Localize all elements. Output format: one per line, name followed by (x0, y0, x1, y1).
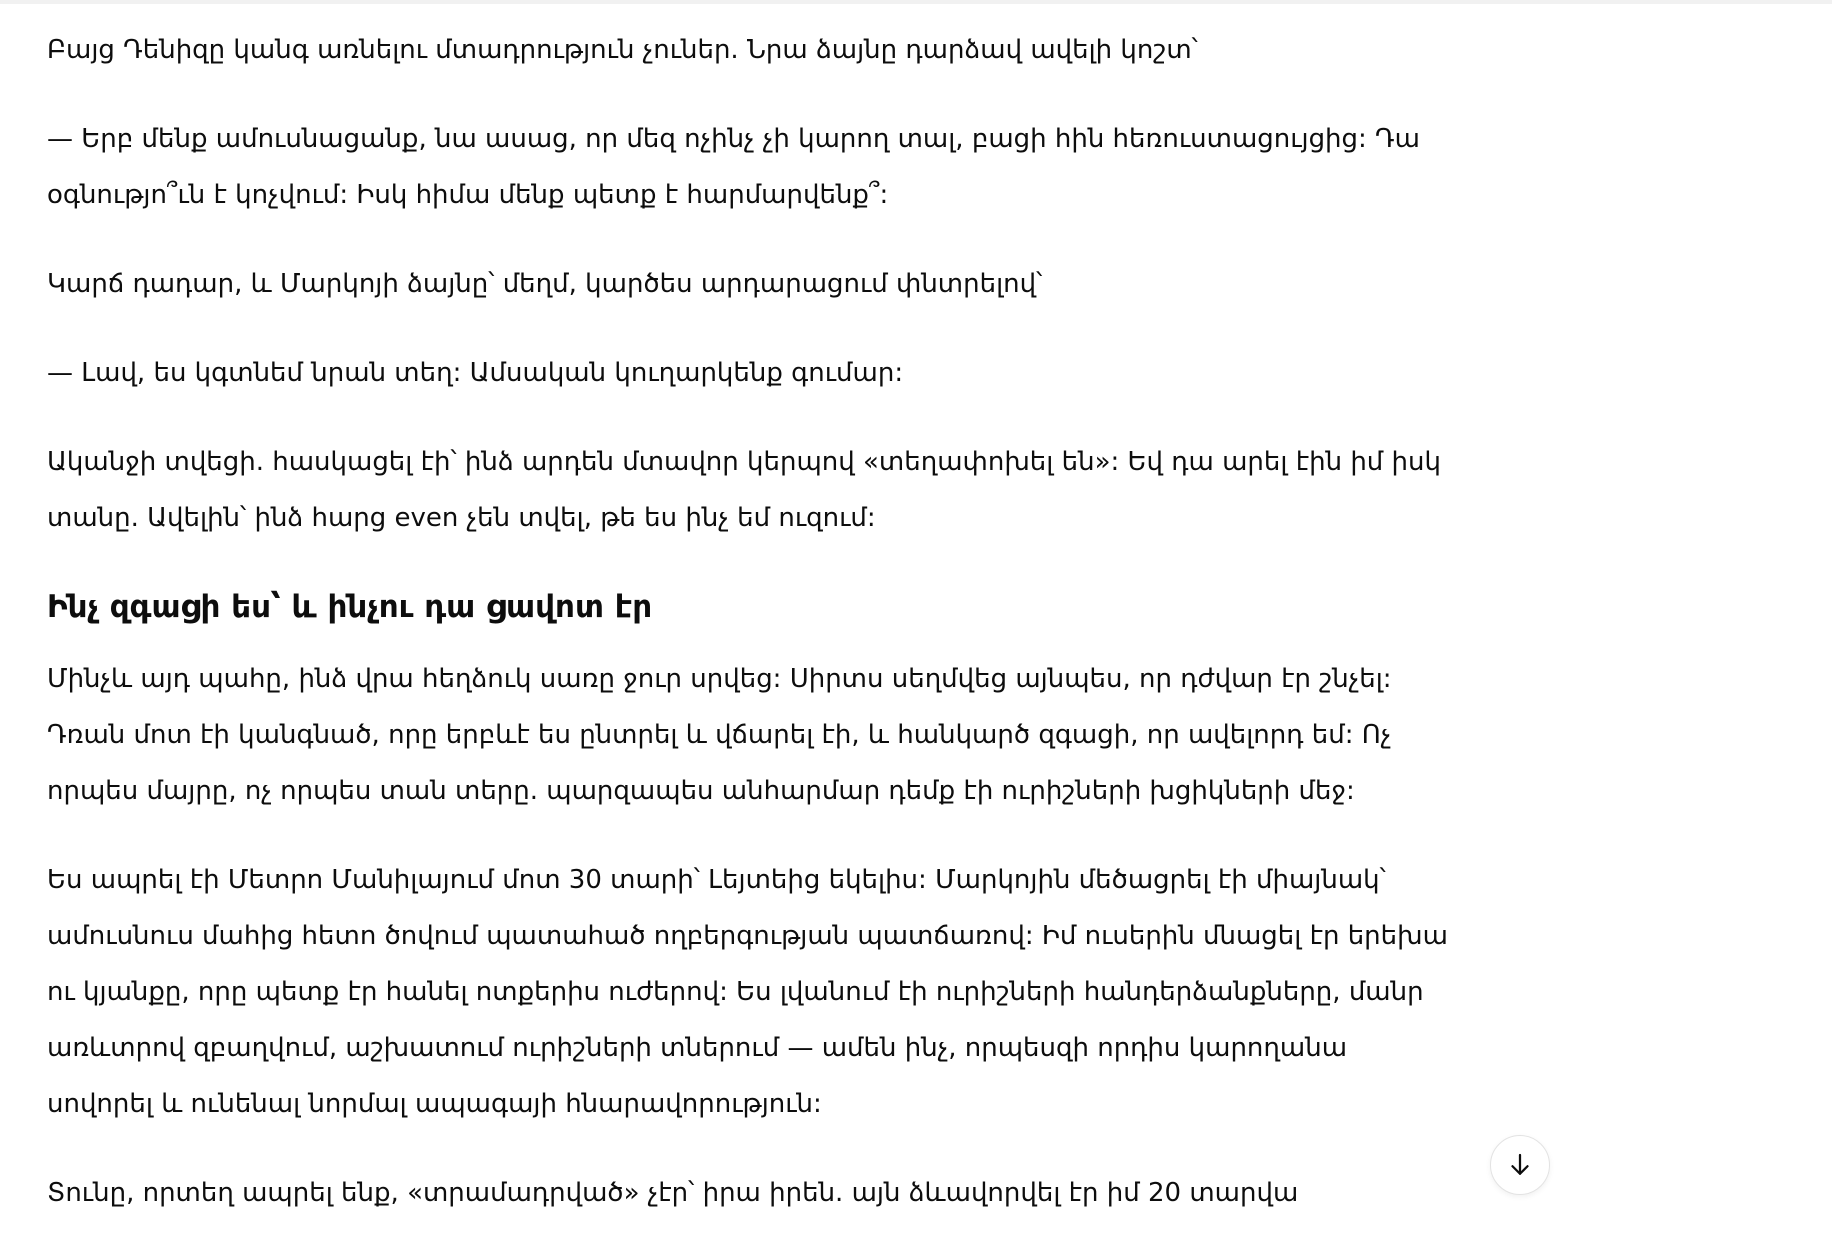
paragraph (47, 1165, 1647, 1221)
text-line: առևտրով զբաղվում, աշխատում ուրիշների տներում — ամեն ինչ, որպեսզի որդիս կարողանա (47, 1033, 1348, 1063)
text-line: սովորել և ունենալ նորմալ ապագայի հնարավորություն: (47, 1089, 822, 1119)
text-line: ամուսնուս մահից հետո ծովում պատահած ողբերգության պատճառով: Իմ ուսերին մնացել էր երեխա (47, 921, 1448, 951)
text-line: Դռան մոտ էի կանգնած, որը երբևէ ես ընտրել և վճարել էի, և հանկարծ զգացի, որ ավելորդ եմ: Ոչ (47, 720, 1392, 750)
text-line: — Լավ, ես կգտնեմ նրան տեղ: Ամսական կուղարկենք գումար: (47, 358, 904, 388)
text-line: օգնությո՞ւն է կոչվում: Իսկ հիմա մենք պետք է հարմարվենք՞: (47, 180, 889, 210)
text-line: Ես ապրել էի Մետրո Մանիլայում մոտ 30 տարի՝ Լեյտեից եկելիս: Մարկոյին մեծացրել էի միայնակ՝ (47, 865, 1386, 895)
paragraph (47, 651, 1647, 819)
scroll-to-bottom-button[interactable] (1490, 1135, 1550, 1195)
paragraph (47, 256, 1647, 312)
paragraph (47, 22, 1647, 78)
paragraph (47, 111, 1647, 223)
text-line: Տունը, որտեղ ապրել ենք, «տրամադրված» չէր՝ իրա իրեն. այն ձևավորվել էր իմ 20 տարվա (47, 1178, 1299, 1208)
section-heading (47, 579, 1647, 635)
text-line: Ականջի տվեցի. հասկացել էի՝ ինձ արդեն մտավոր կերպով «տեղափոխել են»: Եվ դա արել էին իմ իսկ (47, 447, 1441, 477)
text-line: ու կյանքը, որը պետք էր հանել ոտքերիս ուժերով: Ես լվանում էի ուրիշների հանդերձանքները, մանր (47, 977, 1424, 1007)
text-line: — Երբ մենք ամուսնացանք, նա ասաց, որ մեզ ոչինչ չի կարող տալ, բացի հին հեռուստացույցից: Դա (47, 124, 1420, 154)
paragraph (47, 852, 1647, 1132)
paragraph (47, 345, 1647, 401)
article-content (47, 22, 1647, 1254)
text-line: Ինչ զգացի ես՝ և ինչու դա ցավոտ էր (47, 589, 653, 625)
text-line: տանը. Ավելին՝ ինձ հարց even չեն տվել, թե ես ինչ եմ ուզում: (47, 503, 876, 533)
paragraph (47, 434, 1647, 546)
text-line: Մինչև այդ պահը, ինձ վրա հեղձուկ սառը ջուր սրվեց: Սիրտս սեղմվեց այնպես, որ դժվար էր շնչել: (47, 664, 1392, 694)
top-divider (0, 0, 1832, 4)
text-line: որպես մայրը, ոչ որպես տան տերը. պարզապես անհարմար դեմք էի ուրիշների խցիկների մեջ: (47, 776, 1355, 806)
text-line: Բայց Դենիզը կանգ առնելու մտադրություն չուներ. Նրա ձայնը դարձավ ավելի կոշտ՝ (47, 35, 1198, 65)
arrow-down-icon (1505, 1150, 1535, 1180)
text-line: Կարճ դադար, և Մարկոյի ձայնը՝ մեղմ, կարծես արդարացում փնտրելով՝ (47, 269, 1043, 299)
